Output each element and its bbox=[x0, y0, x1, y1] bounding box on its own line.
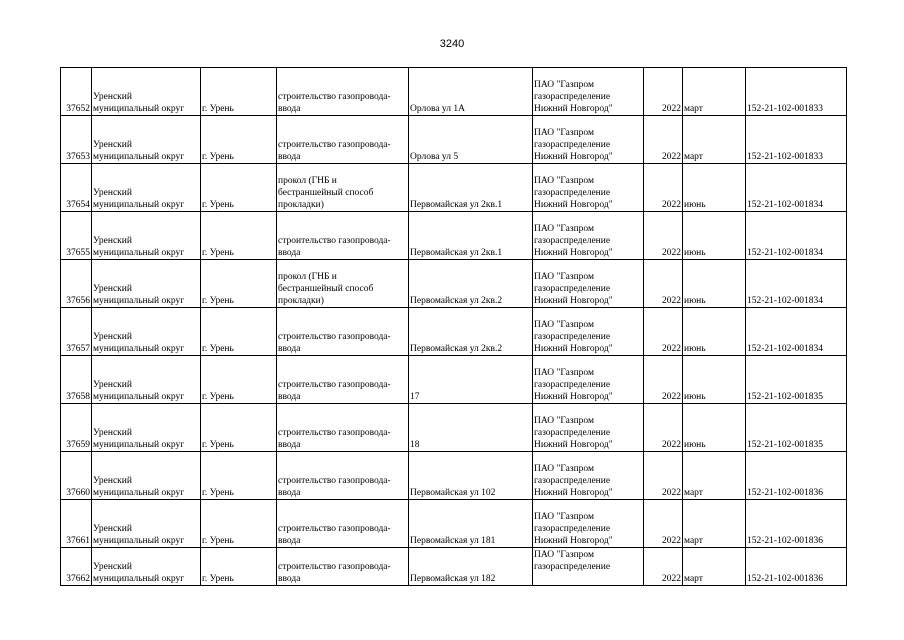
company-line: Нижний Новгород" bbox=[534, 152, 613, 162]
company-line: газораспределение bbox=[534, 92, 611, 102]
address-cell: Первомайская ул 182 bbox=[409, 548, 533, 586]
page-number: 3240 bbox=[439, 38, 465, 50]
table-row bbox=[61, 260, 847, 308]
address-cell: Первомайская ул 2кв.2 bbox=[409, 260, 533, 308]
table-row bbox=[61, 452, 847, 500]
work-type-line: ввода bbox=[278, 392, 301, 402]
month-cell: июнь bbox=[683, 404, 746, 452]
table-row bbox=[61, 548, 847, 586]
year-cell: 2022 bbox=[644, 452, 683, 500]
address-cell: Первомайская ул 102 bbox=[409, 452, 533, 500]
work-type-cell bbox=[277, 308, 409, 356]
company-cell bbox=[533, 500, 644, 548]
company-line: Нижний Новгород" bbox=[534, 392, 613, 402]
district-line: Уренский bbox=[93, 332, 132, 342]
year-cell: 2022 bbox=[644, 404, 683, 452]
row-number: 37659 bbox=[61, 404, 92, 452]
settlement-cell: г. Урень bbox=[201, 308, 277, 356]
address-cell: Орлова ул 1А bbox=[409, 68, 533, 116]
company-cell bbox=[533, 356, 644, 404]
work-type-line: ввода bbox=[278, 440, 301, 450]
settlement-cell: г. Урень bbox=[201, 212, 277, 260]
work-type-cell bbox=[277, 116, 409, 164]
district-line: Уренский bbox=[93, 562, 132, 572]
address-cell: 17 bbox=[409, 356, 533, 404]
work-type-line: прокол (ГНБ и bbox=[278, 176, 337, 186]
district-line: Уренский bbox=[93, 380, 132, 390]
district-line: муниципальный округ bbox=[93, 248, 185, 258]
work-type-line: строительство газопровода- bbox=[278, 476, 391, 486]
company-line: ПАО "Газпром bbox=[534, 512, 595, 522]
company-line: ПАО "Газпром bbox=[534, 80, 595, 90]
settlement-cell: г. Урень bbox=[201, 260, 277, 308]
district-cell bbox=[92, 212, 201, 260]
code-cell: 152-21-102-001834 bbox=[746, 164, 847, 212]
year-cell: 2022 bbox=[644, 500, 683, 548]
code-cell: 152-21-102-001836 bbox=[746, 548, 847, 586]
work-type-line: ввода bbox=[278, 248, 301, 258]
settlement-cell: г. Урень bbox=[201, 116, 277, 164]
district-line: муниципальный округ bbox=[93, 488, 185, 498]
month-cell: июнь bbox=[683, 212, 746, 260]
code-cell: 152-21-102-001835 bbox=[746, 404, 847, 452]
company-line: газораспределение bbox=[534, 476, 611, 486]
table-row bbox=[61, 116, 847, 164]
district-line: муниципальный округ bbox=[93, 440, 185, 450]
row-number: 37652 bbox=[61, 68, 92, 116]
row-number: 37656 bbox=[61, 260, 92, 308]
company-line: ПАО "Газпром bbox=[534, 416, 595, 426]
company-line: газораспределение bbox=[534, 428, 611, 438]
work-type-line: строительство газопровода- bbox=[278, 428, 391, 438]
row-number: 37661 bbox=[61, 500, 92, 548]
district-cell bbox=[92, 116, 201, 164]
work-type-line: строительство газопровода- bbox=[278, 92, 391, 102]
company-line: газораспределение bbox=[534, 380, 611, 390]
company-line: Нижний Новгород" bbox=[534, 104, 613, 114]
work-type-cell bbox=[277, 500, 409, 548]
company-line: ПАО "Газпром bbox=[534, 368, 595, 378]
year-cell: 2022 bbox=[644, 68, 683, 116]
month-cell: июнь bbox=[683, 308, 746, 356]
district-line: Уренский bbox=[93, 188, 132, 198]
work-type-line: строительство газопровода- bbox=[278, 332, 391, 342]
month-cell: март bbox=[683, 116, 746, 164]
company-line: ПАО "Газпром bbox=[534, 224, 595, 234]
table-row bbox=[61, 164, 847, 212]
table-row bbox=[61, 212, 847, 260]
district-cell bbox=[92, 260, 201, 308]
district-cell bbox=[92, 404, 201, 452]
settlement-cell: г. Урень bbox=[201, 548, 277, 586]
address-cell: Первомайская ул 2кв.1 bbox=[409, 164, 533, 212]
settlement-cell: г. Урень bbox=[201, 164, 277, 212]
row-number: 37660 bbox=[61, 452, 92, 500]
work-type-cell bbox=[277, 68, 409, 116]
month-cell: июнь bbox=[683, 356, 746, 404]
code-cell: 152-21-102-001835 bbox=[746, 356, 847, 404]
company-line: Нижний Новгород" bbox=[534, 488, 613, 498]
company-line: Нижний Новгород" bbox=[534, 344, 613, 354]
work-type-line: ввода bbox=[278, 152, 301, 162]
address-cell: Орлова ул 5 bbox=[409, 116, 533, 164]
code-cell: 152-21-102-001833 bbox=[746, 116, 847, 164]
table-row bbox=[61, 404, 847, 452]
district-line: муниципальный округ bbox=[93, 574, 185, 584]
district-cell bbox=[92, 356, 201, 404]
work-type-line: ввода bbox=[278, 574, 301, 584]
district-line: Уренский bbox=[93, 524, 132, 534]
work-type-cell bbox=[277, 548, 409, 586]
district-line: муниципальный округ bbox=[93, 104, 185, 114]
company-line: ПАО "Газпром bbox=[534, 464, 595, 474]
work-type-line: строительство газопровода- bbox=[278, 140, 391, 150]
row-number: 37657 bbox=[61, 308, 92, 356]
registry-table bbox=[60, 67, 847, 586]
work-type-line: бестраншейный способ bbox=[278, 284, 374, 294]
table-row bbox=[61, 356, 847, 404]
company-line: ПАО "Газпром bbox=[534, 128, 595, 138]
company-cell bbox=[533, 260, 644, 308]
district-cell bbox=[92, 500, 201, 548]
row-number: 37655 bbox=[61, 212, 92, 260]
month-cell: июнь bbox=[683, 164, 746, 212]
company-line: Нижний Новгород" bbox=[534, 248, 613, 258]
company-cell bbox=[533, 548, 644, 586]
district-cell bbox=[92, 308, 201, 356]
company-cell bbox=[533, 404, 644, 452]
company-line: газораспределение bbox=[534, 524, 611, 534]
code-cell: 152-21-102-001836 bbox=[746, 452, 847, 500]
code-cell: 152-21-102-001834 bbox=[746, 212, 847, 260]
company-line: газораспределение bbox=[534, 562, 611, 572]
address-cell: Первомайская ул 2кв.2 bbox=[409, 308, 533, 356]
company-line: газораспределение bbox=[534, 332, 611, 342]
month-cell: март bbox=[683, 500, 746, 548]
work-type-line: прокол (ГНБ и bbox=[278, 272, 337, 282]
code-cell: 152-21-102-001834 bbox=[746, 308, 847, 356]
district-line: Уренский bbox=[93, 476, 132, 486]
year-cell: 2022 bbox=[644, 164, 683, 212]
year-cell: 2022 bbox=[644, 356, 683, 404]
row-number: 37654 bbox=[61, 164, 92, 212]
year-cell: 2022 bbox=[644, 212, 683, 260]
company-cell bbox=[533, 212, 644, 260]
district-cell bbox=[92, 452, 201, 500]
district-line: муниципальный округ bbox=[93, 152, 185, 162]
work-type-cell bbox=[277, 260, 409, 308]
work-type-cell bbox=[277, 212, 409, 260]
company-line: Нижний Новгород" bbox=[534, 440, 613, 450]
work-type-line: бестраншейный способ bbox=[278, 188, 374, 198]
month-cell: март bbox=[683, 452, 746, 500]
row-number: 37658 bbox=[61, 356, 92, 404]
company-line: Нижний Новгород" bbox=[534, 296, 613, 306]
district-line: Уренский bbox=[93, 236, 132, 246]
district-line: муниципальный округ bbox=[93, 296, 185, 306]
work-type-line: ввода bbox=[278, 536, 301, 546]
month-cell: март bbox=[683, 548, 746, 586]
company-line: Нижний Новгород" bbox=[534, 200, 613, 210]
district-line: Уренский bbox=[93, 428, 132, 438]
work-type-line: прокладки) bbox=[278, 296, 324, 306]
settlement-cell: г. Урень bbox=[201, 452, 277, 500]
district-cell bbox=[92, 548, 201, 586]
district-cell bbox=[92, 68, 201, 116]
table-row bbox=[61, 308, 847, 356]
district-line: Уренский bbox=[93, 140, 132, 150]
company-line: газораспределение bbox=[534, 236, 611, 246]
settlement-cell: г. Урень bbox=[201, 500, 277, 548]
work-type-cell bbox=[277, 404, 409, 452]
settlement-cell: г. Урень bbox=[201, 356, 277, 404]
work-type-cell bbox=[277, 452, 409, 500]
company-line: ПАО "Газпром bbox=[534, 272, 595, 282]
row-number: 37653 bbox=[61, 116, 92, 164]
work-type-line: ввода bbox=[278, 344, 301, 354]
district-line: муниципальный округ bbox=[93, 392, 185, 402]
year-cell: 2022 bbox=[644, 260, 683, 308]
company-cell bbox=[533, 116, 644, 164]
company-line: Нижний Новгород" bbox=[534, 536, 613, 546]
address-cell: 18 bbox=[409, 404, 533, 452]
work-type-cell bbox=[277, 164, 409, 212]
district-line: муниципальный округ bbox=[93, 536, 185, 546]
district-line: Уренский bbox=[93, 92, 132, 102]
district-line: Уренский bbox=[93, 284, 132, 294]
code-cell: 152-21-102-001836 bbox=[746, 500, 847, 548]
company-line: газораспределение bbox=[534, 188, 611, 198]
code-cell: 152-21-102-001834 bbox=[746, 260, 847, 308]
settlement-cell: г. Урень bbox=[201, 404, 277, 452]
work-type-line: ввода bbox=[278, 488, 301, 498]
work-type-line: строительство газопровода- bbox=[278, 380, 391, 390]
row-number: 37662 bbox=[61, 548, 92, 586]
work-type-line: строительство газопровода- bbox=[278, 562, 391, 572]
month-cell: март bbox=[683, 68, 746, 116]
company-line: газораспределение bbox=[534, 140, 611, 150]
year-cell: 2022 bbox=[644, 548, 683, 586]
company-line: ПАО "Газпром bbox=[534, 176, 595, 186]
settlement-cell: г. Урень bbox=[201, 68, 277, 116]
table-row bbox=[61, 68, 847, 116]
company-cell bbox=[533, 308, 644, 356]
month-cell: июнь bbox=[683, 260, 746, 308]
work-type-line: строительство газопровода- bbox=[278, 524, 391, 534]
company-line: газораспределение bbox=[534, 284, 611, 294]
district-cell bbox=[92, 164, 201, 212]
code-cell: 152-21-102-001833 bbox=[746, 68, 847, 116]
company-cell bbox=[533, 452, 644, 500]
year-cell: 2022 bbox=[644, 116, 683, 164]
company-cell bbox=[533, 164, 644, 212]
company-line: ПАО "Газпром bbox=[534, 320, 595, 330]
address-cell: Первомайская ул 181 bbox=[409, 500, 533, 548]
registry-body bbox=[61, 68, 847, 586]
work-type-line: строительство газопровода- bbox=[278, 236, 391, 246]
year-cell: 2022 bbox=[644, 308, 683, 356]
table-row bbox=[61, 500, 847, 548]
company-cell bbox=[533, 68, 644, 116]
company-line: ПАО "Газпром bbox=[534, 550, 595, 560]
district-line: муниципальный округ bbox=[93, 200, 185, 210]
work-type-line: прокладки) bbox=[278, 200, 324, 210]
address-cell: Первомайская ул 2кв.1 bbox=[409, 212, 533, 260]
work-type-cell bbox=[277, 356, 409, 404]
work-type-line: ввода bbox=[278, 104, 301, 114]
district-line: муниципальный округ bbox=[93, 344, 185, 354]
